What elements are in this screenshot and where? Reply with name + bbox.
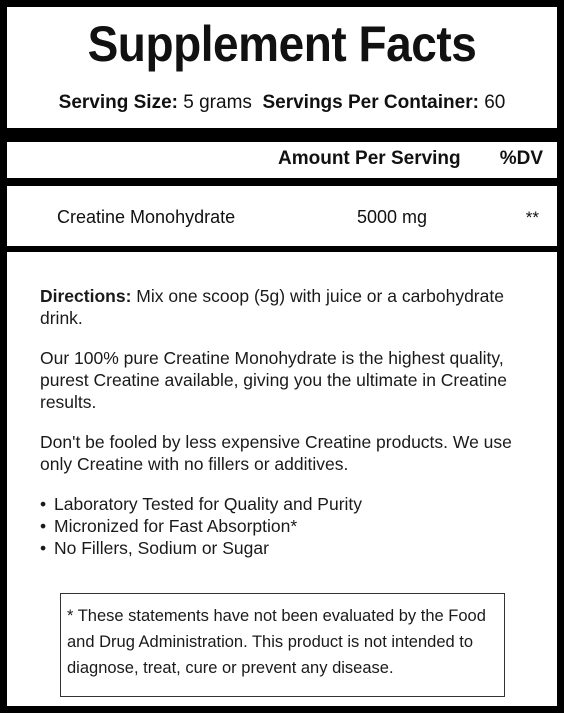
daily-value-header: %DV — [499, 148, 543, 169]
label-body-text — [40, 285, 530, 559]
feature-item — [40, 537, 530, 559]
label-title: Supplement Facts — [87, 16, 477, 72]
nutrient-daily-value: ** — [525, 208, 539, 227]
bullet-icon: • — [40, 516, 47, 536]
directions-label: Directions: — [40, 286, 132, 306]
feature-list — [40, 493, 530, 559]
feature-text: Laboratory Tested for Quality and Purity — [54, 494, 363, 514]
feature-item — [40, 493, 530, 515]
column-header-row — [7, 142, 557, 186]
bullet-icon: • — [40, 538, 47, 558]
serving-size-value: 5 grams — [183, 92, 252, 113]
nutrient-row — [7, 186, 557, 246]
feature-item — [40, 515, 530, 537]
fda-disclaimer-box: * These statements have not been evaluated by the Food and Drug Administration. This product is not intended to diagnose, treat, cure or prevent any disease. — [60, 593, 505, 697]
feature-text: No Fillers, Sodium or Sugar — [54, 538, 269, 558]
directions-paragraph — [40, 285, 530, 329]
directions-text: Mix one scoop (5g) with juice or a carbohydrate drink. — [40, 286, 504, 328]
servings-per-container-label: Servings Per Container: — [262, 92, 479, 113]
bullet-icon: • — [40, 494, 47, 514]
servings-per-container-value: 60 — [484, 92, 506, 113]
description-paragraph: Our 100% pure Creatine Monohydrate is the highest quality, purest Creatine available, giving you the ultimate in Creatine results. — [40, 348, 507, 412]
amount-per-serving-header: Amount Per Serving — [278, 148, 461, 169]
nutrient-name: Creatine Monohydrate — [57, 207, 236, 227]
nutrient-amount: 5000 mg — [357, 207, 428, 227]
serving-size-label: Serving Size: — [58, 92, 178, 113]
section-divider — [7, 246, 557, 252]
serving-info — [7, 91, 557, 115]
thick-divider — [7, 128, 557, 142]
quality-paragraph: Don't be fooled by less expensive Creatine products. We use only Creatine with no fillers or additives. — [40, 432, 512, 474]
feature-text: Micronized for Fast Absorption* — [54, 516, 298, 536]
